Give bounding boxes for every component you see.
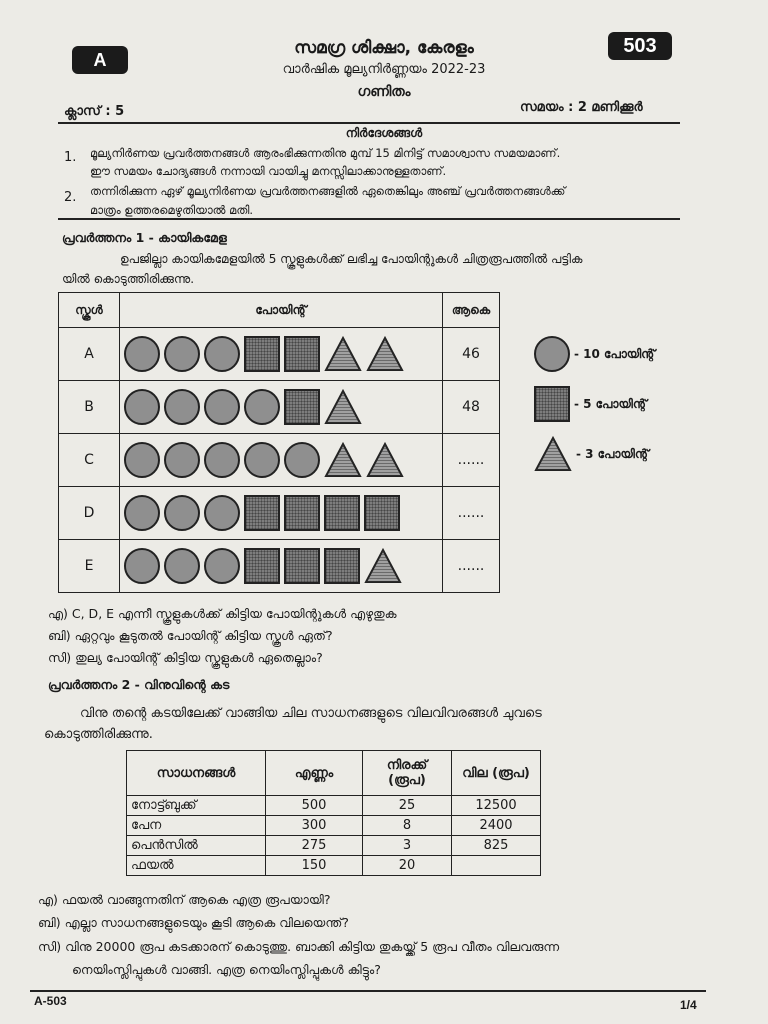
circle-icon bbox=[204, 495, 240, 531]
table-cell: 275 bbox=[266, 836, 363, 856]
circle-icon bbox=[534, 336, 570, 372]
circle-icon bbox=[204, 548, 240, 584]
header-rule bbox=[58, 122, 680, 124]
total-cell: 46 bbox=[443, 328, 500, 381]
square-icon bbox=[244, 495, 280, 531]
table-row bbox=[127, 836, 541, 856]
circle-icon bbox=[124, 336, 160, 372]
table-row bbox=[127, 816, 541, 836]
square-icon bbox=[244, 336, 280, 372]
legend-triangle bbox=[534, 436, 649, 472]
col-header-count: എണ്ണം bbox=[266, 751, 363, 796]
points-cell bbox=[120, 381, 443, 434]
instruction-2-line1: തന്നിരിക്കുന്ന ഏഴ് മൂല്യനിർണയ പ്രവർത്തനങ്ങളിൽ ഏതെങ്കിലും അഞ്ച് പ്രവർത്തനങ്ങൾക്ക് bbox=[90, 184, 566, 198]
table-cell bbox=[452, 856, 541, 876]
table-cell: 12500 bbox=[452, 796, 541, 816]
triangle-icon bbox=[366, 336, 404, 372]
footer-rule bbox=[30, 990, 706, 992]
table-cell: 8 bbox=[363, 816, 452, 836]
org-title: സമഗ്ര ശിക്ഷാ, കേരളം bbox=[294, 38, 474, 58]
circle-icon bbox=[164, 495, 200, 531]
triangle-icon bbox=[366, 442, 404, 478]
instructions-rule bbox=[58, 218, 680, 220]
square-icon bbox=[324, 495, 360, 531]
activity1-question-c: സി) തുല്യ പോയിന്റ് കിട്ടിയ സ്കൂളുകൾ ഏതെല്ലാം? bbox=[48, 650, 323, 665]
points-cell bbox=[120, 328, 443, 381]
points-cell bbox=[120, 434, 443, 487]
total-cell: ...... bbox=[443, 434, 500, 487]
circle-icon bbox=[164, 336, 200, 372]
instruction-1-num: 1. bbox=[64, 150, 77, 165]
circle-icon bbox=[164, 389, 200, 425]
table-cell: പേന bbox=[127, 816, 266, 836]
class-label: ക്ലാസ് : 5 bbox=[64, 104, 125, 119]
circle-icon bbox=[244, 442, 280, 478]
time-label: സമയം : 2 മണിക്കൂർ bbox=[520, 100, 643, 115]
instructions-title: നിർദേശങ്ങൾ bbox=[345, 126, 423, 140]
activity2-question-a: എ) ഫയൽ വാങ്ങുന്നതിന് ആകെ എത്ര രൂപയായി? bbox=[38, 892, 331, 907]
activity2-intro-1: വിനു തന്റെ കടയിലേക്ക് വാങ്ങിയ ചില സാധനങ്ങളുടെ വിലവിവരങ്ങൾ ചുവടെ bbox=[80, 706, 542, 721]
instruction-1-line2: ഈ സമയം ചോദ്യങ്ങൾ നന്നായി വായിച്ചു മനസ്സിലാക്കാനുള്ളതാണ്. bbox=[90, 164, 447, 178]
triangle-icon bbox=[534, 436, 572, 472]
activity1-question-b: ബി) ഏറ്റവും കൂടുതൽ പോയിന്റ് കിട്ടിയ സ്കൂൾ ഏത്? bbox=[48, 628, 333, 643]
table-row bbox=[59, 328, 500, 381]
col-header-total: ആകെ bbox=[443, 293, 500, 328]
activity2-title: പ്രവർത്തനം 2 - വിനുവിന്റെ കട bbox=[48, 677, 230, 692]
legend-square bbox=[534, 386, 647, 422]
paper-code-badge: 503 bbox=[608, 32, 672, 60]
square-icon bbox=[324, 548, 360, 584]
circle-icon bbox=[124, 495, 160, 531]
exam-title: വാർഷിക മൂല്യനിർണ്ണയം 2022-23 bbox=[282, 62, 486, 77]
table-row bbox=[127, 856, 541, 876]
legend-triangle-label: - 3 പോയിന്റ് bbox=[576, 446, 649, 461]
square-icon bbox=[284, 336, 320, 372]
table-cell: 20 bbox=[363, 856, 452, 876]
circle-icon bbox=[124, 389, 160, 425]
table-row bbox=[59, 487, 500, 540]
circle-icon bbox=[284, 442, 320, 478]
table-cell: 25 bbox=[363, 796, 452, 816]
circle-icon bbox=[204, 389, 240, 425]
instruction-2-line2: മാത്രം ഉത്തരമെഴുതിയാൽ മതി. bbox=[90, 203, 253, 217]
footer-code: A-503 bbox=[34, 994, 67, 1008]
school-cell: D bbox=[59, 487, 120, 540]
activity2-question-c-line1: സി) വിനു 20000 രൂപ കടക്കാരന് കൊടുത്തു. ബാക്കി കിട്ടിയ തുകയ്ക്ക് 5 രൂപ വീതം വിലവരുന്ന bbox=[38, 939, 560, 954]
table-cell: 825 bbox=[452, 836, 541, 856]
activity2-question-c-line2: നെയിംസ്ലിപ്പുകൾ വാങ്ങി. എത്ര നെയിംസ്ലിപ്പുകൾ കിട്ടും? bbox=[72, 962, 381, 977]
table-row bbox=[127, 796, 541, 816]
table-row bbox=[59, 381, 500, 434]
table-cell: 3 bbox=[363, 836, 452, 856]
instruction-1-line1: മൂല്യനിർണയ പ്രവർത്തനങ്ങൾ ആരംഭിക്കുന്നതിനു മുമ്പ് 15 മിനിട്ട് സമാശ്വാസ സമയമാണ്. bbox=[90, 146, 561, 160]
instruction-2-num: 2. bbox=[64, 190, 77, 205]
points-pictograph-table bbox=[58, 292, 500, 593]
triangle-icon bbox=[364, 548, 402, 584]
set-badge: A bbox=[72, 46, 128, 74]
circle-icon bbox=[164, 442, 200, 478]
table-cell: 2400 bbox=[452, 816, 541, 836]
subject-title: ഗണിതം bbox=[357, 84, 411, 100]
square-icon bbox=[364, 495, 400, 531]
table-row bbox=[59, 434, 500, 487]
activity2-question-b: ബി) എല്ലാ സാധനങ്ങളുടെയും കൂടി ആകെ വിലയെന്ത്? bbox=[38, 915, 349, 930]
triangle-icon bbox=[324, 389, 362, 425]
school-cell: C bbox=[59, 434, 120, 487]
circle-icon bbox=[244, 389, 280, 425]
table-cell: പെൻസിൽ bbox=[127, 836, 266, 856]
total-cell: ...... bbox=[443, 540, 500, 593]
table-cell: 500 bbox=[266, 796, 363, 816]
circle-icon bbox=[164, 548, 200, 584]
square-icon bbox=[284, 548, 320, 584]
col-header-points: പോയിന്റ് bbox=[120, 293, 443, 328]
table-row bbox=[59, 540, 500, 593]
activity1-title: പ്രവർത്തനം 1 - കായികമേള bbox=[62, 230, 227, 245]
table-cell: 300 bbox=[266, 816, 363, 836]
triangle-icon bbox=[324, 336, 362, 372]
total-cell: 48 bbox=[443, 381, 500, 434]
legend-circle bbox=[534, 336, 655, 372]
square-icon bbox=[284, 495, 320, 531]
total-cell: ...... bbox=[443, 487, 500, 540]
circle-icon bbox=[204, 442, 240, 478]
circle-icon bbox=[124, 442, 160, 478]
square-icon bbox=[244, 548, 280, 584]
triangle-icon bbox=[324, 442, 362, 478]
table-cell: നോട്ട്ബുക്ക് bbox=[127, 796, 266, 816]
school-cell: B bbox=[59, 381, 120, 434]
square-icon bbox=[284, 389, 320, 425]
table-cell: 150 bbox=[266, 856, 363, 876]
legend-circle-label: - 10 പോയിന്റ് bbox=[574, 346, 656, 361]
square-icon bbox=[534, 386, 570, 422]
circle-icon bbox=[124, 548, 160, 584]
price-table bbox=[126, 750, 541, 876]
school-cell: E bbox=[59, 540, 120, 593]
activity1-intro-1: ഉപജില്ലാ കായികമേളയിൽ 5 സ്കൂളുകൾക്ക് ലഭിച്ച പോയിന്റുകൾ ചിത്രരൂപത്തിൽ പട്ടിക bbox=[120, 252, 583, 266]
page-number: 1/4 bbox=[680, 998, 697, 1012]
legend-square-label: - 5 പോയിന്റ് bbox=[574, 396, 647, 411]
col-header-rate: നിരക്ക് (രൂപ) bbox=[363, 751, 452, 796]
table-cell: ഫയൽ bbox=[127, 856, 266, 876]
activity1-question-a: എ) C, D, E എന്നീ സ്കൂളുകൾക്ക് കിട്ടിയ പോയിന്റുകൾ എഴുതുക bbox=[48, 606, 397, 621]
col-header-school: സ്കൂൾ bbox=[59, 293, 120, 328]
col-header-item: സാധനങ്ങൾ bbox=[127, 751, 266, 796]
activity1-intro-2: യിൽ കൊടുത്തിരിക്കുന്നു. bbox=[62, 272, 195, 286]
col-header-price: വില (രൂപ) bbox=[452, 751, 541, 796]
points-cell bbox=[120, 540, 443, 593]
school-cell: A bbox=[59, 328, 120, 381]
activity2-intro-2: കൊടുത്തിരിക്കുന്നു. bbox=[44, 727, 153, 742]
circle-icon bbox=[204, 336, 240, 372]
points-cell bbox=[120, 487, 443, 540]
